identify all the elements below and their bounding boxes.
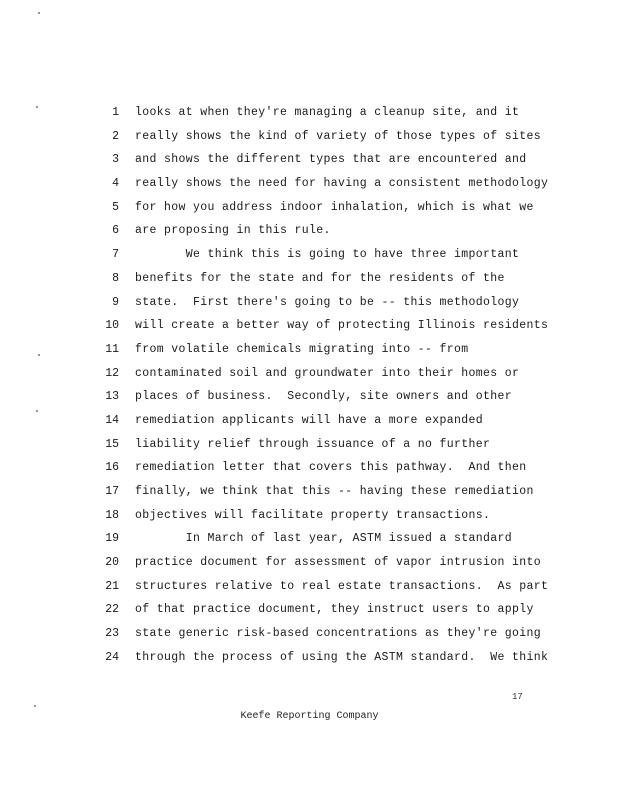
line-number: 8 [112, 271, 119, 285]
line-number: 22 [105, 603, 119, 617]
line-text: remediation letter that covers this pathway. And then [135, 461, 527, 475]
transcript-line [0, 456, 619, 480]
transcript-line [0, 622, 619, 646]
transcript-line [0, 433, 619, 457]
transcript-line [0, 219, 619, 243]
line-text: through the process of using the ASTM standard. We think [135, 650, 549, 664]
line-text: state. First there's going to be -- this methodology [135, 295, 520, 309]
line-text: will create a better way of protecting Illinois residents [135, 319, 549, 333]
line-number: 3 [112, 153, 119, 167]
line-text: really shows the kind of variety of those types of sites [135, 129, 542, 143]
transcript-line [0, 101, 619, 125]
line-number: 15 [105, 437, 119, 451]
transcript-line [0, 267, 619, 291]
line-number: 14 [105, 413, 119, 427]
transcript-line [0, 338, 619, 362]
line-text: are proposing in this rule. [135, 224, 331, 238]
line-text: state generic risk-based concentrations as they're going [135, 627, 542, 641]
line-text: finally, we think that this -- having these remediation [135, 485, 534, 498]
transcript-body [0, 101, 619, 670]
transcript-line [0, 362, 619, 386]
line-number: 17 [105, 485, 119, 498]
line-text: objectives will facilitate property transactions. [135, 508, 491, 522]
line-number: 21 [105, 579, 119, 593]
transcript-line [0, 598, 619, 622]
line-number: 9 [112, 295, 119, 309]
line-number: 19 [105, 532, 119, 546]
line-text: benefits for the state and for the residents of the [135, 271, 505, 285]
line-number: 2 [112, 129, 119, 143]
line-text: and shows the different types that are encountered and [135, 153, 527, 167]
line-text: really shows the need for having a consistent methodology [135, 177, 549, 191]
transcript-line [0, 504, 619, 528]
line-number: 11 [105, 342, 119, 356]
transcript-line [0, 480, 619, 504]
transcript-line [0, 148, 619, 172]
line-number: 1 [112, 106, 119, 119]
line-text: practice document for assessment of vapor intrusion into [135, 556, 542, 570]
line-text: of that practice document, they instruct users to apply [135, 603, 534, 617]
line-text: remediation applicants will have a more expanded [135, 413, 484, 427]
line-number: 24 [105, 650, 119, 664]
transcript-line [0, 575, 619, 599]
transcript-line [0, 314, 619, 338]
line-number: 5 [112, 200, 119, 214]
line-number: 23 [105, 627, 119, 641]
transcript-line [0, 646, 619, 670]
line-number: 18 [105, 508, 119, 522]
line-text: looks at when they're managing a cleanup site, and it [135, 106, 520, 119]
line-number: 10 [105, 319, 119, 333]
line-number: 6 [112, 224, 119, 238]
line-number: 13 [105, 390, 119, 404]
line-text: structures relative to real estate transactions. As part [135, 579, 549, 593]
line-text: contaminated soil and groundwater into their homes or [135, 366, 520, 380]
line-text: We think this is going to have three important [135, 248, 520, 262]
transcript-line [0, 125, 619, 149]
line-number: 12 [105, 366, 119, 380]
scan-speck [34, 705, 36, 707]
line-number: 20 [105, 556, 119, 570]
line-text: from volatile chemicals migrating into -- from [135, 342, 469, 356]
transcript-line [0, 172, 619, 196]
transcript-line [0, 527, 619, 551]
transcript-line [0, 291, 619, 315]
transcript-line [0, 551, 619, 575]
line-number: 16 [105, 461, 119, 475]
line-number: 7 [112, 248, 119, 262]
line-text: liability relief through issuance of a no further [135, 437, 491, 451]
page-number: 17 [512, 692, 523, 702]
transcript-line [0, 243, 619, 267]
scan-speck [38, 12, 40, 14]
line-text: for how you address indoor inhalation, which is what we [135, 200, 534, 214]
footer-reporter: Keefe Reporting Company [240, 711, 379, 722]
transcript-line [0, 409, 619, 433]
line-text: In March of last year, ASTM issued a standard [135, 532, 513, 546]
line-text: places of business. Secondly, site owners and other [135, 390, 513, 404]
transcript-line [0, 196, 619, 220]
transcript-line [0, 385, 619, 409]
line-number: 4 [112, 177, 119, 191]
